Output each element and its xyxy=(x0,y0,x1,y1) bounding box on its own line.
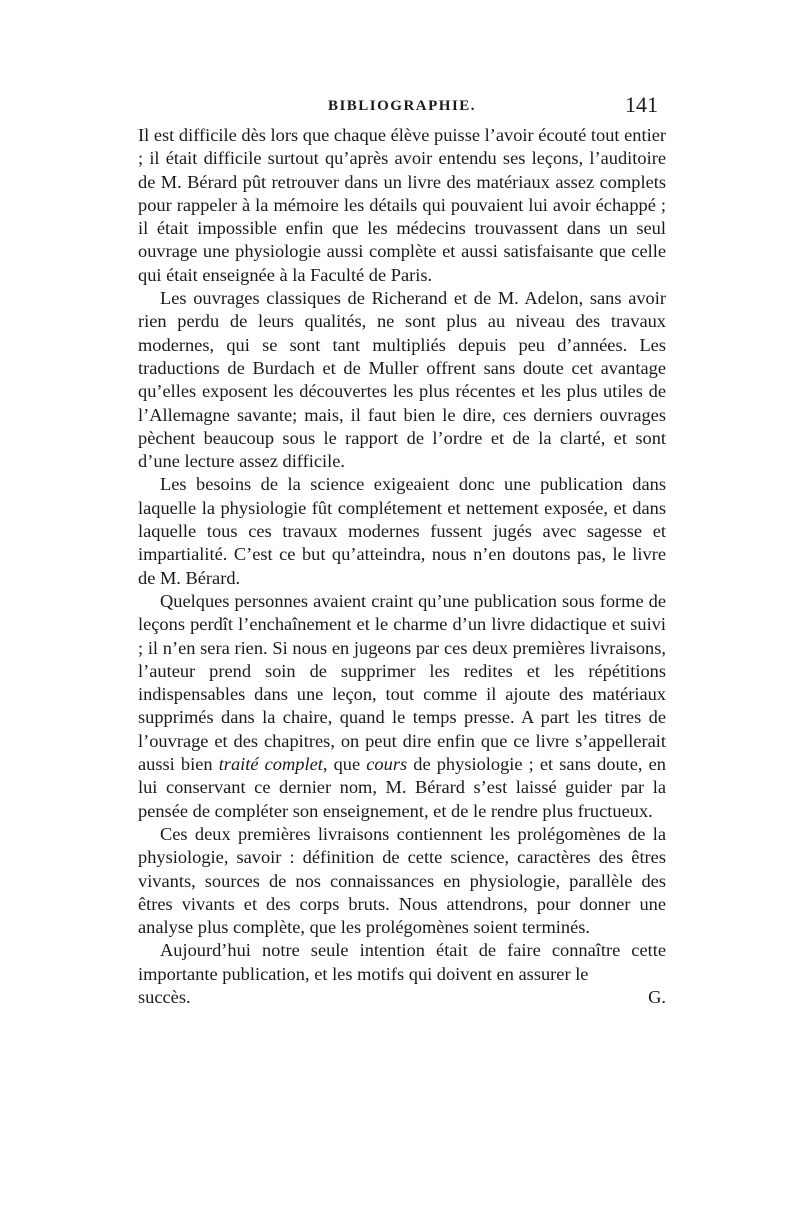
running-title: BIBLIOGRAPHIE. xyxy=(327,98,477,114)
book-page xyxy=(138,92,666,1009)
paragraph-5: Ces deux premières livraisons contiennent les prolégomènes de la physiologie, savoir : définition de cette science, caractères des êtres vivants, sources de nos connaissances en physiologie, parallèle des êtres vivants et des corps bruts. Nous attendrons, pour donner une analyse plus complète, que les prolégomènes soient terminés. xyxy=(138,823,666,938)
paragraph-4-text-b: , que xyxy=(322,754,367,775)
author-signature: G. xyxy=(648,986,666,1007)
italic-traite-complet: traité complet xyxy=(218,754,323,775)
paragraph-6: Aujourd’hui notre seule intention était de faire connaître cette importante publication, et les motifs qui doivent en assurer le xyxy=(138,940,666,984)
running-head xyxy=(138,92,666,124)
paragraph-4-text-c: de physiologie ; et sans doute, en lui conservant ce dernier nom, M. Bérard s’est laissé guider par la pensée de compléter son enseignement, et de le rendre plus fructueux. xyxy=(138,754,666,821)
paragraph-4 xyxy=(138,590,666,823)
paragraph-1: Il est difficile dès lors que chaque élève puisse l’avoir écouté tout entier ; il était difficile surtout qu’après avoir entendu ses leçons, l’auditoire de M. Bérard pût retrouver dans un livre des matériaux assez complets pour rappeler à la mémoire les détails qui pouvaient lui avoir échappé ; il était impossible enfin que les médecins trouvassent dans un seul ouvrage une physiologie aussi complète et aussi satisfaisante que celle qui était enseignée à la Faculté de Paris. xyxy=(138,125,666,285)
page-number: 141 xyxy=(625,92,658,117)
closing-word: succès. xyxy=(138,986,191,1007)
paragraph-4-text-a: Quelques personnes avaient craint qu’une publication sous forme de leçons perdît l’enchaînement et le charme d’un livre didactique et suivi ; il n’en sera rien. Si nous en jugeons par ces deux premières livraisons, l’auteur prend soin de supprimer les redites et les répétitions indispensables dans une leçon, tout comme il ajoute des matériaux supprimés dans la chaire, quand le temps presse. A part les titres de l’ouvrage et des chapitres, on peut dire enfin que ce livre s’appellerait aussi bien xyxy=(138,590,666,775)
italic-cours: cours xyxy=(366,754,408,775)
closing-line xyxy=(138,986,666,1009)
body-text xyxy=(138,124,666,1009)
paragraph-2: Les ouvrages classiques de Richerand et de M. Adelon, sans avoir rien perdu de leurs qualités, ne sont plus au niveau des travaux modernes, qui se sont tant multipliés depuis peu d’années. Les traductions de Burdach et de Muller offrent sans doute cet avantage qu’elles exposent les découvertes les plus récentes et les plus utiles de l’Allemagne savante; mais, il faut bien le dire, ces derniers ouvrages pèchent beaucoup sous le rapport de l’ordre et de la clarté, et sont d’une lecture assez difficile. xyxy=(138,288,666,472)
paragraph-3: Les besoins de la science exigeaient donc une publication dans laquelle la physiologie fût complétement et nettement exposée, et dans laquelle tous ces travaux modernes fussent jugés avec sagesse et impartialité. C’est ce but qu’atteindra, nous n’en doutons pas, le livre de M. Bérard. xyxy=(138,474,666,588)
